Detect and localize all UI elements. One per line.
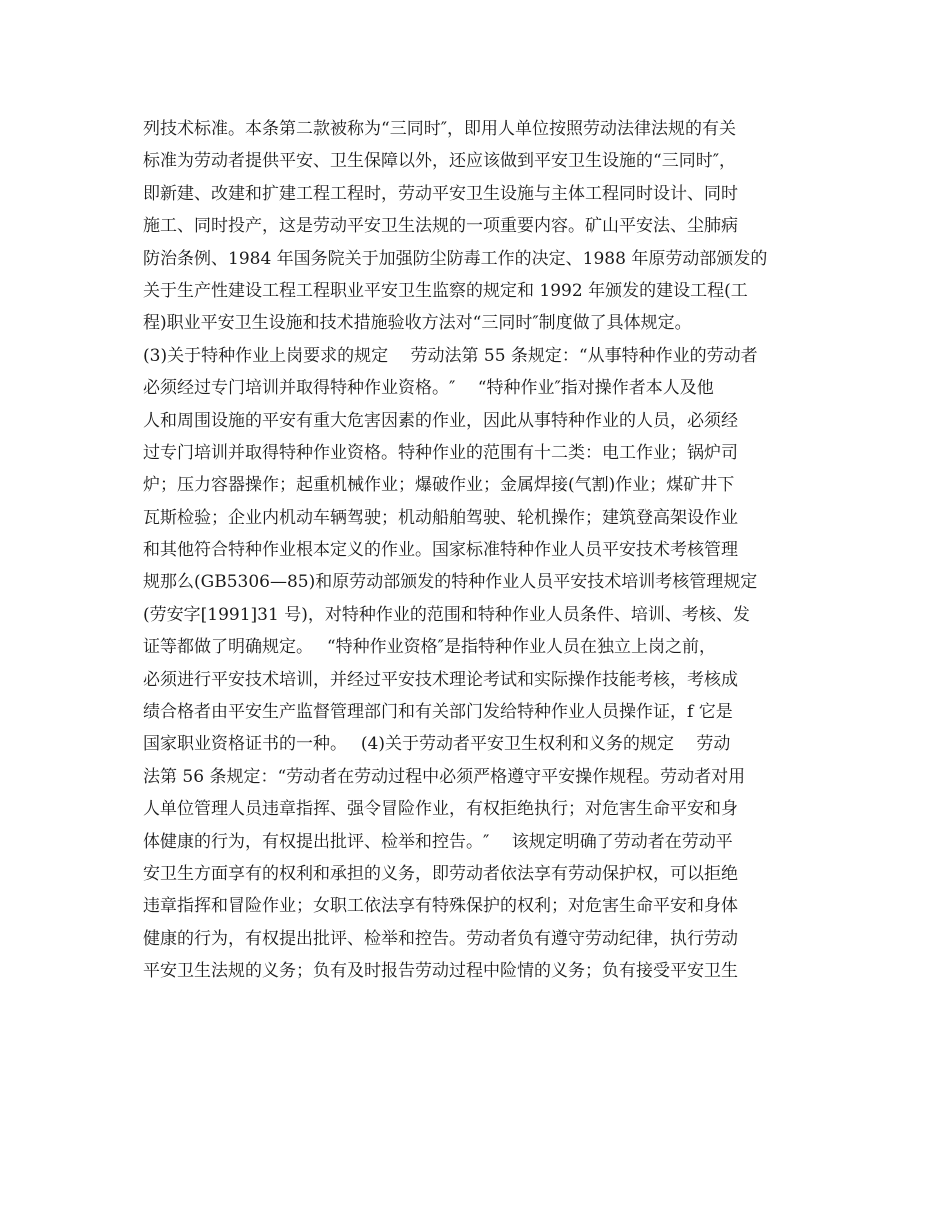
text-line-13: 瓦斯检验；企业内机动车辆驾驶；机动船舶驾驶、轮机操作；建筑登高架设作业	[143, 507, 738, 528]
text-line-2: 标准为劳动者提供平安、卫生保障以外，还应该做到平安卫生设施的“三同时″，	[143, 151, 737, 172]
text-line-15: 规那么(GB5306—85)和原劳动部颁发的特种作业人员平安技术培训考核管理规定	[143, 572, 758, 593]
text-line-25: 违章指挥和冒险作业；女职工依法享有特殊保护的权利；对危害生命平安和身体	[143, 896, 738, 917]
text-line-1: 列技术标准。本条第二款被称为“三同时″，即用人单位按照劳动法律法规的有关	[143, 119, 737, 139]
body-text	[143, 113, 808, 988]
text-line-11: 过专门培训并取得特种作业资格。特种作业的范围有十二类：电工作业；锅炉司	[143, 442, 738, 463]
text-line-16: (劳安字[1991]31 号)，对特种作业的范围和特种作业人员条件、培训、考核、发	[143, 604, 750, 625]
text-line-4: 施工、同时投产，这是劳动平安卫生法规的一项重要内容。矿山平安法、尘肺病	[143, 216, 738, 237]
text-line-3: 即新建、改建和扩建工程工程时，劳动平安卫生设施与主体工程同时设计、同时	[143, 183, 738, 204]
text-line-19: 绩合格者由平安生产监督管理部门和有关部门发给特种作业人员操作证，f 它是	[143, 702, 733, 723]
text-line-7: 程)职业平安卫生设施和技术措施验收方法对“三同时″制度做了具体规定。	[143, 313, 692, 334]
text-line-24: 安卫生方面享有的权利和承担的义务，即劳动者依法享有劳动保护权，可以拒绝	[143, 863, 738, 884]
text-line-10: 人和周围设施的平安有重大危害因素的作业，因此从事特种作业的人员，必须经	[143, 410, 738, 431]
text-line-17: 证等都做了明确规定。 “特种作业资格″是指特种作业人员在独立上岗之前，	[143, 637, 716, 658]
text-line-12: 炉；压力容器操作；起重机械作业；爆破作业；金属焊接(气割)作业；煤矿井下	[143, 475, 735, 496]
text-line-21: 法第 56 条规定：“劳动者在劳动过程中必须严格遵守平安操作规程。劳动者对用	[143, 766, 746, 787]
text-line-26: 健康的行为，有权提出批评、检举和控告。劳动者负有遵守劳动纪律，执行劳动	[143, 928, 738, 949]
text-line-6: 关于生产性建设工程工程职业平安卫生监察的规定和 1992 年颁发的建设工程(工	[143, 280, 748, 301]
text-line-9: 必须经过专门培训并取得特种作业资格。″ “特种作业″指对操作者本人及他	[143, 378, 714, 399]
text-line-22: 人单位管理人员违章指挥、强令冒险作业，有权拒绝执行；对危害生命平安和身	[143, 799, 738, 820]
text-line-5: 防治条例、1984 年国务院关于加强防尘防毒工作的决定、1988 年原劳动部颁发的	[143, 248, 768, 269]
text-line-8: (3)关于特种作业上岗要求的规定 劳动法第 55 条规定：“从事特种作业的劳动者	[143, 345, 758, 366]
text-line-14: 和其他符合特种作业根本定义的作业。国家标准特种作业人员平安技术考核管理	[143, 540, 738, 561]
text-line-20: 国家职业资格证书的一种。 (4)关于劳动者平安卫生权利和义务的规定 劳动	[143, 734, 731, 755]
text-line-23: 体健康的行为，有权提出批评、检举和控告。″ 该规定明确了劳动者在劳动平	[143, 831, 733, 852]
text-line-27: 平安卫生法规的义务；负有及时报告劳动过程中险情的义务；负有接受平安卫生	[143, 961, 738, 982]
text-line-18: 必须进行平安技术培训，并经过平安技术理论考试和实际操作技能考核，考核成	[143, 669, 738, 690]
